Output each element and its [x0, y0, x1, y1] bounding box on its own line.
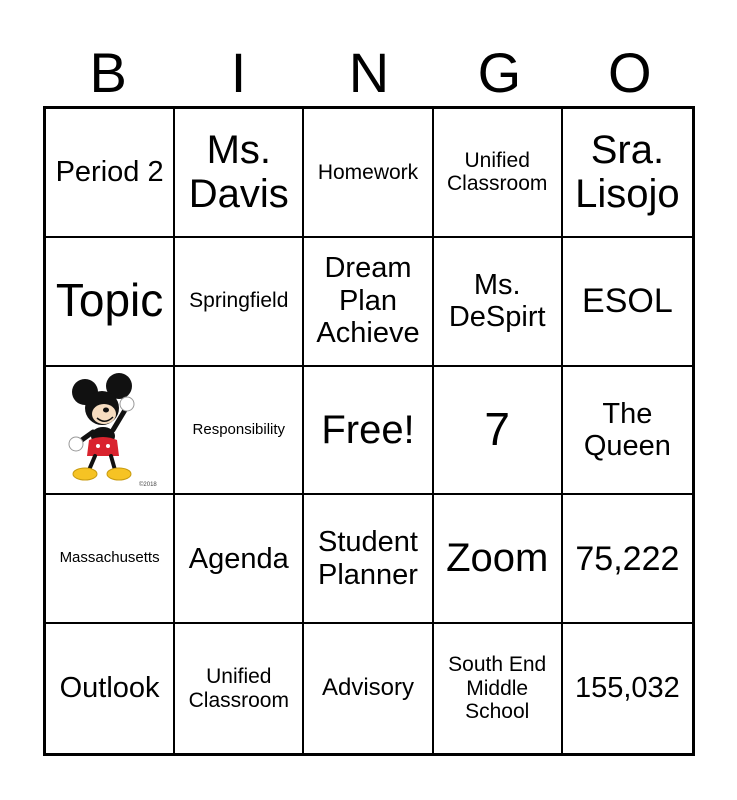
header-letter-n: N — [348, 41, 390, 104]
bingo-cell[interactable]: Massachusetts — [46, 495, 175, 624]
mickey-mouse-icon — [55, 370, 165, 490]
bingo-cell[interactable]: Advisory — [304, 624, 433, 753]
bingo-cell[interactable]: Ms. Davis — [175, 109, 304, 238]
bingo-cell[interactable]: Dream Plan Achieve — [304, 238, 433, 367]
bingo-header — [43, 40, 695, 106]
bingo-cell[interactable]: Responsibility — [175, 367, 304, 496]
header-letter-i: I — [230, 41, 247, 104]
bingo-card — [43, 106, 695, 756]
bingo-cell[interactable]: South End Middle School — [434, 624, 563, 753]
bingo-cell[interactable]: Period 2 — [46, 109, 175, 238]
bingo-cell[interactable]: Topic — [46, 238, 175, 367]
bingo-cell[interactable]: Unified Classroom — [434, 109, 563, 238]
bingo-cell[interactable]: Outlook — [46, 624, 175, 753]
bingo-cell[interactable]: 7 — [434, 367, 563, 496]
mickey-cell[interactable] — [46, 367, 175, 496]
bingo-cell[interactable]: Zoom — [434, 495, 563, 624]
bingo-cell[interactable]: Agenda — [175, 495, 304, 624]
bingo-cell[interactable]: 75,222 — [563, 495, 692, 624]
bingo-cell[interactable]: Student Planner — [304, 495, 433, 624]
bingo-cell[interactable]: Unified Classroom — [175, 624, 304, 753]
header-letter-o: O — [607, 41, 652, 104]
bingo-cell[interactable]: Ms. DeSpirt — [434, 238, 563, 367]
bingo-cell[interactable]: Springfield — [175, 238, 304, 367]
bingo-cell[interactable]: The Queen — [563, 367, 692, 496]
header-letter-g: G — [477, 41, 522, 104]
bingo-cell[interactable]: 155,032 — [574, 672, 680, 705]
bingo-cell[interactable]: Homework — [304, 109, 433, 238]
bingo-cell[interactable]: ESOL — [563, 238, 692, 367]
bingo-cell[interactable]: Sra. Lisojo — [563, 109, 692, 238]
bingo-cell[interactable]: Free! — [304, 367, 433, 496]
copyright-text: ©2018 — [138, 481, 157, 488]
header-letter-b: B — [89, 41, 127, 104]
